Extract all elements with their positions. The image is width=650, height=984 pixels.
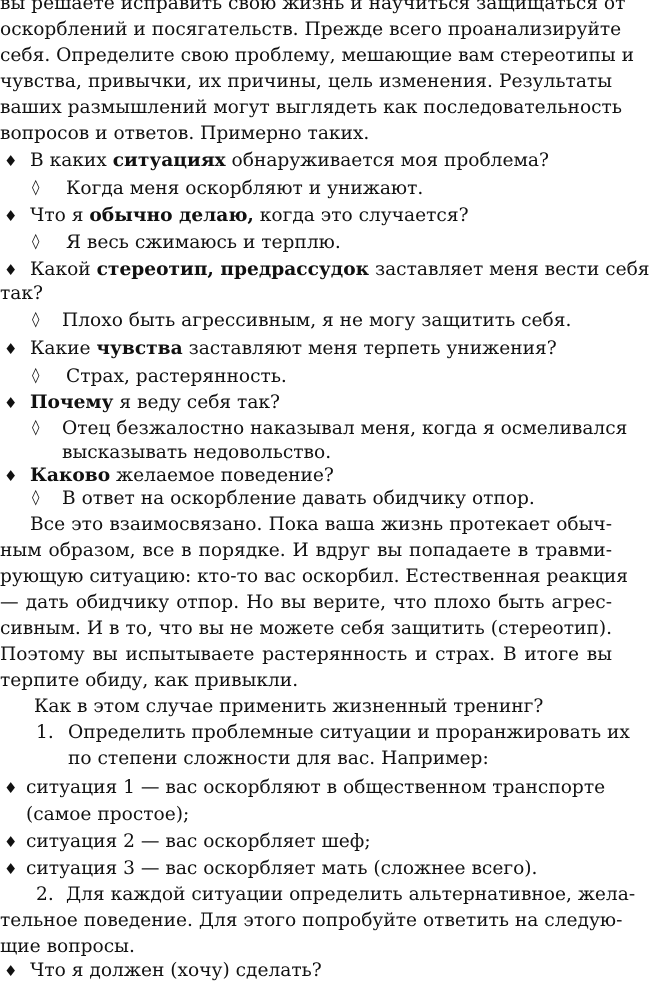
paragraph-line: терпите обиду, как привыкли. bbox=[0, 670, 299, 691]
question-line-continued: так? bbox=[0, 283, 43, 304]
intro-line: чувства, привычки, их причины, цель изменения. Результаты bbox=[0, 71, 612, 92]
step-line: Определить проблемные ситуации и проранжировать их bbox=[68, 722, 630, 743]
question-line: Почему я веду себя так? bbox=[30, 392, 281, 413]
situation-line: (самое простое); bbox=[26, 804, 190, 825]
question-line: Какие чувства заставляют меня терпеть унижения? bbox=[30, 338, 557, 359]
bullet-diamond-icon: ♦ bbox=[4, 207, 18, 225]
situation-line: ситуация 1 — вас оскорбляют в общественном транспорте bbox=[26, 777, 606, 798]
step-number: 2. bbox=[36, 884, 54, 905]
answer-line: Когда меня оскорбляют и унижают. bbox=[66, 178, 424, 199]
question-line: Какой стереотип, предрассудок заставляет меня вести себя bbox=[30, 259, 650, 280]
bullet-diamond-icon: ♦ bbox=[4, 779, 18, 797]
answer-line: Плохо быть агрессивным, я не могу защитить себя. bbox=[62, 310, 572, 331]
step-line: щие вопросы. bbox=[0, 936, 135, 957]
question-line: Что я обычно делаю, когда это случается? bbox=[30, 205, 469, 226]
step-number: 1. bbox=[36, 722, 54, 743]
answer-diamond-icon: ◊ bbox=[32, 232, 40, 250]
paragraph-line: — дать обидчику отпор. Но вы верите, что плохо быть агрес- bbox=[0, 592, 612, 613]
bullet-diamond-icon: ♦ bbox=[4, 152, 18, 170]
step-line: по степени сложности для вас. Например: bbox=[68, 748, 489, 769]
answer-diamond-icon: ◊ bbox=[32, 488, 40, 506]
intro-line: вы решаете исправить свою жизнь и научиться защищаться от bbox=[0, 0, 626, 14]
bullet-diamond-icon: ♦ bbox=[4, 261, 18, 279]
answer-line: Страх, растерянность. bbox=[66, 366, 287, 387]
question-line: Каково желаемое поведение? bbox=[30, 465, 334, 486]
answer-line: Отец безжалостно наказывал меня, когда я осмеливался bbox=[62, 418, 628, 439]
paragraph-line: Как в этом случае применить жизненный тренинг? bbox=[34, 696, 544, 717]
intro-line: вопросов и ответов. Примерно таких. bbox=[0, 123, 370, 144]
answer-line: В ответ на оскорбление давать обидчику отпор. bbox=[62, 488, 535, 509]
bullet-diamond-icon: ♦ bbox=[4, 962, 18, 980]
answer-diamond-icon: ◊ bbox=[32, 418, 40, 436]
paragraph-line: Поэтому вы испытываете растерянность и страх. В итоге вы bbox=[0, 644, 612, 665]
intro-line: себя. Определите свою проблему, мешающие вам стереотипы и bbox=[0, 45, 634, 66]
situation-line: ситуация 3 — вас оскорбляет мать (сложнее всего). bbox=[26, 858, 538, 879]
answer-line: высказывать недовольство. bbox=[62, 442, 332, 463]
answer-diamond-icon: ◊ bbox=[32, 310, 40, 328]
answer-diamond-icon: ◊ bbox=[32, 178, 40, 196]
situation-line: ситуация 2 — вас оскорбляет шеф; bbox=[26, 831, 371, 852]
intro-line: ваших размышлений могут выглядеть как последовательность bbox=[0, 97, 622, 118]
paragraph-line: сивным. И в то, что вы не можете себя защитить (стереотип). bbox=[0, 618, 612, 639]
bullet-diamond-icon: ♦ bbox=[4, 340, 18, 358]
bullet-diamond-icon: ♦ bbox=[4, 467, 18, 485]
bullet-diamond-icon: ♦ bbox=[4, 833, 18, 851]
paragraph-line: Все это взаимосвязано. Пока ваша жизнь протекает обыч- bbox=[30, 514, 612, 535]
paragraph-line: рующую ситуацию: кто-то вас оскорбил. Естественная реакция bbox=[0, 566, 629, 587]
intro-line: оскорблений и посягательств. Прежде всего проанализируйте bbox=[0, 19, 622, 40]
answer-line: Я весь сжимаюсь и терплю. bbox=[66, 232, 341, 253]
question-line: Что я должен (хочу) сделать? bbox=[30, 960, 322, 981]
answer-diamond-icon: ◊ bbox=[32, 366, 40, 384]
step-line: Для каждой ситуации определить альтернативное, жела- bbox=[66, 884, 636, 905]
bullet-diamond-icon: ♦ bbox=[4, 394, 18, 412]
question-line: В каких ситуациях обнаруживается моя проблема? bbox=[30, 150, 549, 171]
paragraph-line: ным образом, все в порядке. И вдруг вы попадаете в травми- bbox=[0, 540, 612, 561]
bullet-diamond-icon: ♦ bbox=[4, 860, 18, 878]
step-line: тельное поведение. Для этого попробуйте ответить на следую- bbox=[0, 910, 623, 931]
